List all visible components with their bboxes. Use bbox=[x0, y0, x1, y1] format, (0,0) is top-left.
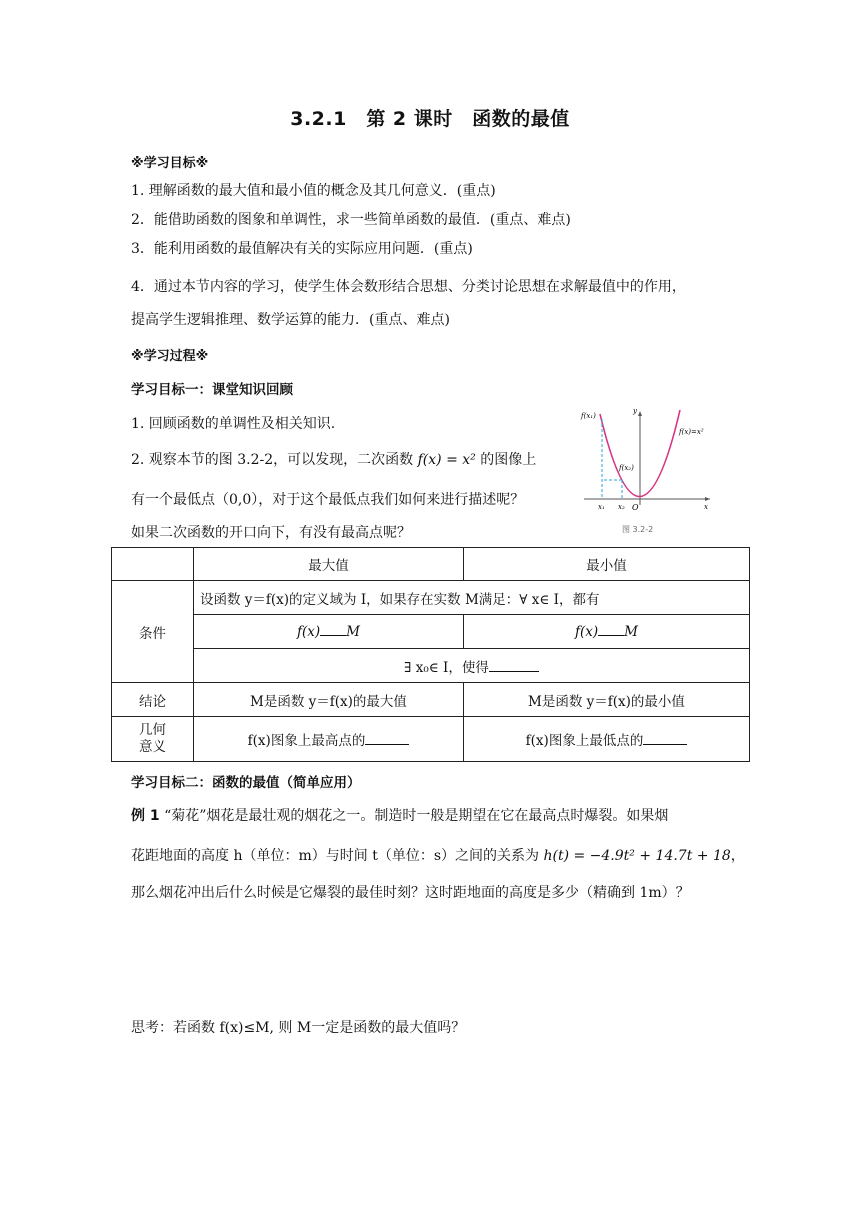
goal2-heading: 学习目标二：函数的最值（简单应用） bbox=[131, 775, 361, 791]
exists-text: ∃ x₀∈ I，使得 bbox=[404, 659, 489, 676]
conclusion-max: M是函数 y＝f(x)的最大值 bbox=[194, 683, 464, 717]
goal1-item-1: 1. 回顾函数的单调性及相关知识. bbox=[131, 416, 336, 432]
goal1-item-3: 有一个最低点（0,0），对于这个最低点我们如何来进行描述呢？ bbox=[131, 492, 525, 508]
exists-cell bbox=[194, 649, 750, 683]
page-title: 3.2.1 第 2 课时 函数的最值 bbox=[290, 108, 570, 130]
objective-3: 3．能利用函数的最值解决有关的实际应用问题．(重点) bbox=[131, 241, 473, 257]
geom-max-text: f(x)图象上最高点的 bbox=[247, 733, 366, 749]
goal1-item-2-text: 2. 观察本节的图 3.2-2，可以发现，二次函数 bbox=[131, 452, 414, 468]
figure-caption: 图 3.2-2 bbox=[622, 525, 654, 534]
cond-min-m: M bbox=[624, 624, 638, 640]
objective-4: 4．通过本节内容的学习，使学生体会数形结合思想、分类讨论思想在求解最值中的作用， bbox=[131, 279, 686, 295]
geom-max-cell bbox=[194, 717, 464, 762]
goal1-heading: 学习目标一：课堂知识回顾 bbox=[131, 382, 293, 398]
label-fx2: f(x₂) bbox=[619, 464, 634, 472]
goal1-item-2-tail: 的图像上 bbox=[480, 452, 537, 468]
row-conclusion-label: 结论 bbox=[112, 683, 194, 717]
objective-4-cont: 提高学生逻辑推理、数学运算的能力．(重点、难点) bbox=[131, 312, 450, 328]
geom-min-blank bbox=[643, 732, 687, 745]
example-line-2-tail: ， bbox=[730, 848, 745, 864]
row-condition-label: 条件 bbox=[112, 581, 194, 683]
label-y: y bbox=[633, 407, 637, 415]
condition-max-cell bbox=[194, 615, 464, 649]
parabola-figure bbox=[578, 405, 714, 537]
example-line-2 bbox=[131, 845, 745, 865]
y-axis-arrow bbox=[638, 411, 642, 416]
exists-blank bbox=[489, 659, 539, 672]
header-min: 最小值 bbox=[464, 548, 750, 581]
example-line-2-text: 花距地面的高度 h（单位：m）与时间 t（单位：s）之间的关系为 bbox=[131, 848, 540, 864]
x-axis-arrow bbox=[705, 497, 710, 501]
example-label: 例 1 bbox=[131, 808, 160, 824]
row-geom-label-1: 几何 bbox=[139, 722, 166, 738]
row-geom-label-2: 意义 bbox=[139, 739, 166, 755]
label-x2: x₂ bbox=[618, 503, 625, 511]
cond-min-blank bbox=[598, 623, 624, 636]
extremum-definition-table bbox=[111, 547, 750, 762]
objectives-heading: ※学习目标※ bbox=[131, 156, 209, 171]
cond-max-fx: f(x) bbox=[297, 624, 321, 640]
row-geom-label bbox=[112, 717, 194, 762]
cond-max-blank bbox=[320, 623, 346, 636]
geom-min-text: f(x)图象上最低点的 bbox=[525, 733, 644, 749]
geom-max-blank bbox=[365, 732, 409, 745]
objective-1: 1. 理解函数的最大值和最小值的概念及其几何意义．(重点) bbox=[131, 183, 496, 199]
goal1-item-4: 如果二次函数的开口向下，有没有最高点呢？ bbox=[131, 525, 411, 541]
label-x: x bbox=[704, 503, 708, 511]
objective-2: 2．能借助函数的图象和单调性，求一些简单函数的最值．(重点、难点) bbox=[131, 212, 571, 228]
think-question: 思考：若函数 f(x)≤M, 则 M一定是函数的最大值吗？ bbox=[131, 1020, 466, 1036]
table-corner-cell bbox=[112, 548, 194, 581]
inline-formula-fx: f(x) = x² bbox=[417, 452, 476, 468]
geom-min-cell bbox=[464, 717, 750, 762]
conclusion-min: M是函数 y＝f(x)的最小值 bbox=[464, 683, 750, 717]
cond-min-fx: f(x) bbox=[575, 624, 599, 640]
header-max: 最大值 bbox=[194, 548, 464, 581]
goal1-item-2 bbox=[131, 449, 536, 469]
label-x1: x₁ bbox=[598, 503, 605, 511]
condition-min-cell bbox=[464, 615, 750, 649]
example-line-1 bbox=[131, 805, 668, 825]
example-line-3: 那么烟花冲出后什么时候是它爆裂的最佳时刻？这时距地面的高度是多少（精确到 1m）？ bbox=[131, 885, 690, 901]
example-formula: h(t) = −4.9t² + 14.7t + 18 bbox=[543, 848, 731, 864]
condition-text: 设函数 y＝f(x)的定义域为 I，如果存在实数 M满足：∀ x∈ I，都有 bbox=[194, 581, 750, 615]
label-origin: O bbox=[632, 503, 639, 512]
cond-max-m: M bbox=[346, 624, 360, 640]
example-line-1-text: “菊花”烟花是最壮观的烟花之一。制造时一般是期望在它在最高点时爆裂。如果烟 bbox=[164, 808, 669, 824]
label-fx1: f(x₁) bbox=[581, 412, 596, 420]
label-curve: f(x)=x² bbox=[679, 428, 704, 436]
process-heading: ※学习过程※ bbox=[131, 349, 209, 364]
